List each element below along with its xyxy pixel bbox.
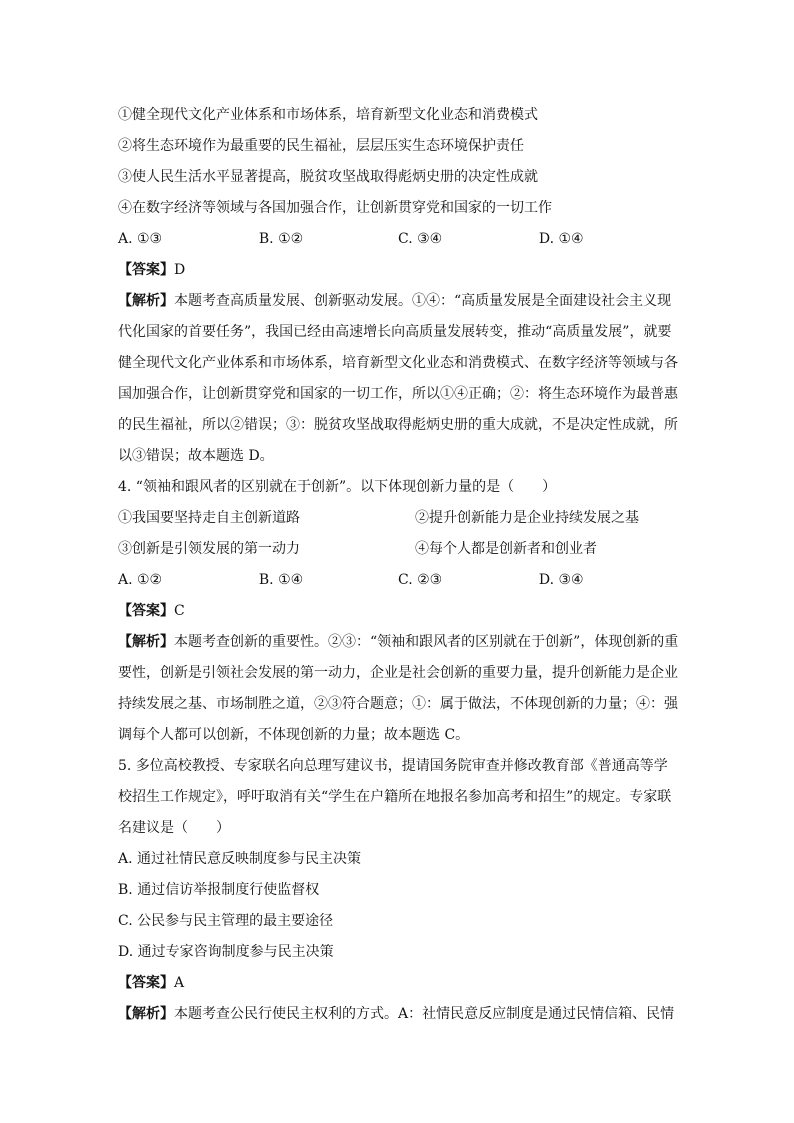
- q3-statement-list: [118, 100, 678, 224]
- analysis-tag: 【解析】: [118, 1006, 174, 1022]
- q4-statements-row-2: [118, 534, 678, 565]
- q4-analysis: [118, 627, 678, 751]
- analysis-line: 本题考查公民行使民主权利的方式。A：社情民意反应制度是通过民情信箱、民情: [174, 1006, 675, 1022]
- q3-answer: [118, 255, 678, 286]
- q5-option-d: D. 通过专家咨询制度参与民主决策: [118, 944, 334, 960]
- analysis-line: 的民生福祉，所以②错误；③：脱贫攻坚战取得彪炳史册的重大成就，不是决定性成就，所: [118, 417, 678, 433]
- q3-statement-2: ②将生态环境作为最重要的民生福祉，层层压实生态环境保护责任: [118, 138, 524, 154]
- answer-value: C: [174, 603, 185, 619]
- q3-option-c: C. ③④: [398, 231, 443, 247]
- q5-answer: [118, 968, 678, 999]
- answer-tag: 【答案】: [118, 603, 174, 619]
- q4-statement-2: ②提升创新能力是企业持续发展之基: [415, 510, 639, 526]
- analysis-line: 国加强合作，让创新贯穿党和国家的一切工作，所以①④正确；②：将生态环境作为最普惠: [118, 386, 678, 402]
- analysis-line: 代化国家的首要任务”，我国已经由高速增长向高质量发展转变，推动“高质量发展”，就要: [118, 324, 672, 340]
- q5-stem-line: 校招生工作规定》，呼吁取消有关“学生在户籍所在地报名参加高考和招生”的规定。专家联: [118, 789, 672, 805]
- answer-value: D: [174, 262, 186, 278]
- answer-tag: 【答案】: [118, 975, 174, 991]
- q3-option-b: B. ①②: [258, 231, 304, 247]
- analysis-line: 持续发展之基、市场制胜之道，②③符合题意；①：属于做法，不体现创新的力量；④：强: [118, 696, 678, 712]
- analysis-tag: 【解析】: [118, 293, 174, 309]
- q3-statement-3: ③使人民生活水平显著提高，脱贫攻坚战取得彪炳史册的决定性成就: [118, 169, 538, 185]
- q5-option-c: C. 公民参与民主管理的最主要途径: [118, 913, 334, 929]
- q4-statements-row-1: [118, 503, 678, 534]
- q4-option-b: B. ①④: [258, 572, 304, 588]
- document-page: [118, 100, 678, 1030]
- q4-stem: 4. “领袖和跟风者的区别就在于创新”。以下体现创新力量的是（ ）: [118, 479, 557, 495]
- analysis-line: 本题考查创新的重要性。②③：“领袖和跟风者的区别就在于创新”，体现创新的重: [174, 634, 679, 650]
- q4-option-a: A. ①②: [118, 572, 163, 588]
- q4-answer: [118, 596, 678, 627]
- analysis-line: 健全现代文化产业体系和市场体系，培育新型文化业态和消费模式、在数字经济等领域与各: [118, 355, 678, 371]
- analysis-tag: 【解析】: [118, 634, 174, 650]
- q3-option-a: A. ①③: [118, 231, 163, 247]
- q4-statement-1: ①我国要坚持走自主创新道路: [118, 510, 300, 526]
- q4-option-c: C. ②③: [398, 572, 443, 588]
- q3-statement-4: ④在数字经济等领域与各国加强合作，让创新贯穿党和国家的一切工作: [118, 200, 552, 216]
- q5-stem-line: 名建议是（ ）: [118, 820, 230, 836]
- analysis-line: 以③错误；故本题选 D。: [118, 448, 274, 464]
- analysis-line: 本题考查高质量发展、创新驱动发展。①④：“高质量发展是全面建设社会主义现: [174, 293, 672, 309]
- answer-tag: 【答案】: [118, 262, 174, 278]
- q3-statement-1: ①健全现代文化产业体系和市场体系，培育新型文化业态和消费模式: [118, 107, 538, 123]
- q5-stem-line: 5. 多位高校教授、专家联名向总理写建议书，提请国务院审查并修改教育部《普通高等学: [118, 758, 668, 774]
- q5-option-a: A. 通过社情民意反映制度参与民主决策: [118, 851, 362, 867]
- analysis-line: 调每个人都可以创新，不体现创新的力量；故本题选 C。: [118, 727, 470, 743]
- q4-option-d: D. ③④: [538, 572, 584, 588]
- answer-value: A: [174, 975, 185, 991]
- q5-option-b: B. 通过信访举报制度行使监督权: [118, 882, 320, 898]
- q4-options: [118, 565, 678, 596]
- q4-statement-4: ④每个人都是创新者和创业者: [415, 541, 597, 557]
- analysis-line: 要性，创新是引领社会发展的第一动力，企业是社会创新的重要力量，提升创新能力是企业: [118, 665, 678, 681]
- q5-stem: [118, 751, 678, 844]
- q3-analysis: [118, 286, 678, 472]
- q3-option-d: D. ①④: [538, 231, 584, 247]
- q3-options: [118, 224, 678, 255]
- q4-statement-3: ③创新是引领发展的第一动力: [118, 541, 300, 557]
- q5-analysis: [118, 999, 678, 1030]
